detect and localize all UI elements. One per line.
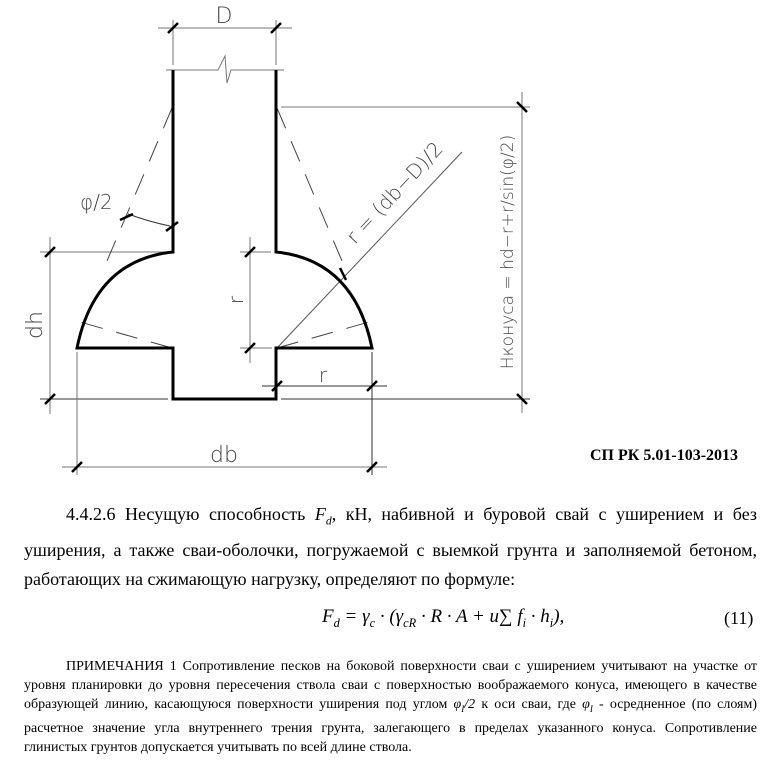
cone-line-left [104,108,172,268]
label-radius-formula: r = (db−D)/2 [341,136,448,249]
tangent-line-left [80,322,172,348]
dimension-ticks [45,23,527,472]
angle-arc [128,214,170,226]
radius-line [277,152,462,348]
label-cone-height: Hконуса = hd−r+r/sin(φ/2) [498,134,518,370]
angle-symbol-2: $\varphi_I$ [582,697,593,714]
pile-outline [77,70,372,399]
note-text-3: - осредненное (по слоям) расчетное значение угла внутреннего трения грунта, залегающего в пределах указанного конуса. Сопротивление глинистых грунтов допускается учитывать по всей длине ствола. [24,697,758,755]
label-phi-half: φ/2 [80,190,113,214]
label-r-vertical: r [224,295,248,305]
dimension-lines [40,20,530,475]
label-dh: dh [23,311,48,339]
label-r-horizontal: r [318,363,328,387]
break-line [166,56,284,83]
clause-paragraph [24,500,757,594]
label-D: D [215,4,233,29]
clause-text-start: Несущую способность [125,504,306,524]
cone-lines [80,108,369,348]
label-db: db [210,443,238,468]
document-code: СП РК 5.01-103-2013 [590,447,739,464]
note-text-2: к оси сваи, где [481,697,576,712]
clause-text-end: , кН, набивной и буровой свай с уширением и без уширения, а также сваи-оболочки, погружаемой с выемкой грунта и заполняемой бетоном, работающих на сжимающую нагрузку, определяют по формуле: [24,504,758,589]
note-text-1: Сопротивление песков на боковой поверхности сваи с уширением учитывают на участке от уровня планировки до уровня пересечения ствола сваи с поверхностью воображаемого конуса, имеющего в качестве образующей линию, касающуюся поверхности уширения под углом [24,659,758,712]
cone-line-right [277,108,345,268]
angle-symbol: $\varphi_I/2$ [453,697,476,714]
note-paragraph [24,657,757,757]
formula-11: $F_d = \gamma_c \cdot (\gamma_{cR} \cdot R \cdot A + u\sum$ $f_i \cdot h_i$), [322,606,565,630]
note-heading: ПРИМЕЧАНИЯ 1 [66,659,177,674]
tangent-line-right [277,322,369,348]
formula-number: (11) [724,608,754,628]
symbol-Fd: $F_d$ [314,504,332,528]
clause-number: 4.4.2.6 [66,504,116,524]
